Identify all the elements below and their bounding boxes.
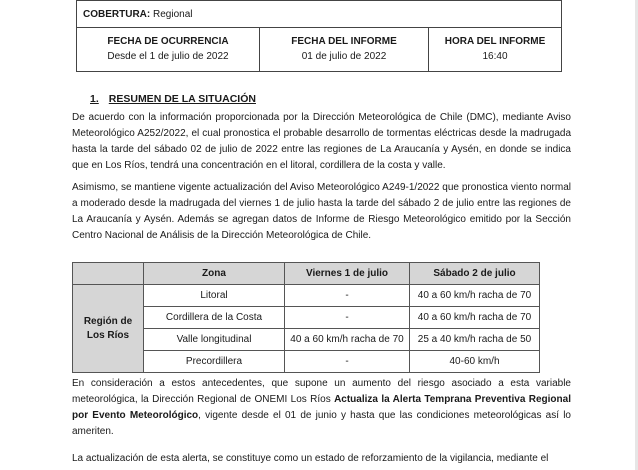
saturday-cell: 25 a 40 km/h racha de 50 <box>410 329 540 351</box>
friday-header: Viernes 1 de julio <box>285 263 410 285</box>
forecast-row <box>73 285 540 307</box>
report-date-header: FECHA DEL INFORME <box>260 28 429 50</box>
report-time-header: HORA DEL INFORME <box>429 28 562 50</box>
region-cell <box>73 285 144 373</box>
alert-text-end: , vigente desde el 01 de junio y hasta que las condiciones meteorológicas así lo ameriten. <box>72 410 571 437</box>
section-title-text: RESUMEN DE LA SITUACIÓN <box>108 93 256 105</box>
friday-cell: - <box>285 307 410 329</box>
friday-cell: - <box>285 351 410 373</box>
paragraph-alert-meaning: La actualización de esta alerta, se constituye como un estado de reforzamiento de la vigilancia, mediante el <box>72 453 549 464</box>
saturday-header: Sábado 2 de julio <box>410 263 540 285</box>
region-line-2: Los Ríos <box>86 329 130 341</box>
saturday-cell: 40-60 km/h <box>410 351 540 373</box>
occurrence-date-header: FECHA DE OCURRENCIA <box>77 28 260 50</box>
zone-cell: Cordillera de la Costa <box>144 307 285 329</box>
zone-cell: Valle longitudinal <box>144 329 285 351</box>
info-table <box>76 0 562 72</box>
alert-text-start: En consideración a estos antecedentes, que supone un aumento del riesgo asociado a esta variable meteorológica, la Dirección Regional de ONEMI Los Ríos <box>72 378 571 405</box>
report-time-value: 16:40 <box>429 49 562 72</box>
forecast-table <box>72 262 540 373</box>
coverage-cell <box>77 1 562 28</box>
region-line-1: Región de <box>83 315 133 327</box>
occurrence-date-value: Desde el 1 de julio de 2022 <box>77 49 260 72</box>
saturday-cell: 40 a 60 km/h racha de 70 <box>410 285 540 307</box>
section-heading <box>90 93 256 105</box>
forecast-row <box>73 329 540 351</box>
paragraph-dmc-warning: De acuerdo con la información proporcionada por la Dirección Meteorológica de Chile (DMC), mediante Aviso Meteorológico A252/2022, el cual pronostica el probable desarrollo de tormentas eléctricas desde la madrugada hasta la tarde del sábado 02 de julio de 2022 entre las regiones de La Araucanía y Aysén, en donde se indica que en Los Ríos, tendrá una concentración en el litoral, cordillera de la costa y valle. <box>72 112 571 171</box>
forecast-header-row <box>73 263 540 285</box>
section-number: 1. <box>90 93 99 105</box>
coverage-value: Regional <box>153 8 193 20</box>
forecast-corner-cell <box>73 263 144 285</box>
forecast-row <box>73 351 540 373</box>
alert-bold-text: Actualiza la Alerta Temprana Preventiva Regional por Evento Meteorológico <box>72 394 571 421</box>
coverage-label: COBERTURA: <box>83 8 151 20</box>
report-date-value: 01 de julio de 2022 <box>260 49 429 72</box>
paragraph-wind-warning: Asimismo, se mantiene vigente actualización del Aviso Meteorológico A249-1/2022 que pronostica viento normal a moderado desde la madrugada del viernes 1 de julio hasta la tarde del sábado 2 de julio entre las regiones de La Araucanía y Aysén. Además se agregan datos de Informe de Riesgo Meteorológico emitido por la Sección Centro Nacional de Análisis de la Dirección Meteorológica de Chile. <box>72 182 571 241</box>
forecast-row <box>73 307 540 329</box>
paragraph-alert-update <box>72 376 571 440</box>
friday-cell: - <box>285 285 410 307</box>
zone-cell: Litoral <box>144 285 285 307</box>
zone-cell: Precordillera <box>144 351 285 373</box>
saturday-cell: 40 a 60 km/h racha de 70 <box>410 307 540 329</box>
zona-header: Zona <box>144 263 285 285</box>
friday-cell: 40 a 60 km/h racha de 70 <box>285 329 410 351</box>
